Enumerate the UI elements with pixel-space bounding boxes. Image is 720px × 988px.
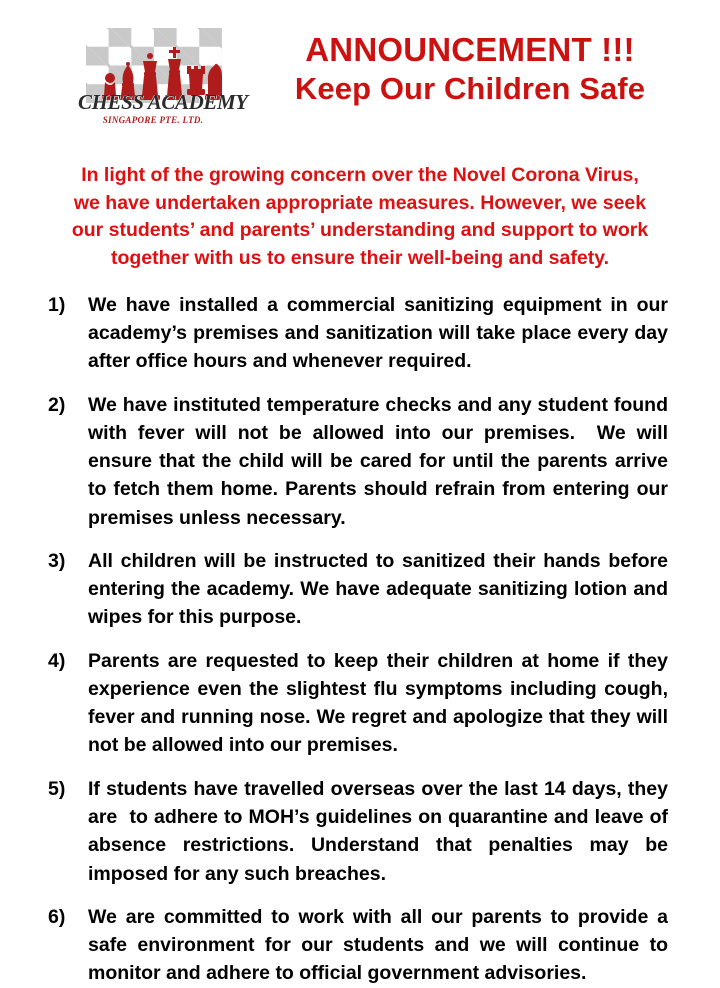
list-item-number: 1) [48, 293, 66, 316]
list-item-number: 2) [48, 393, 66, 416]
list-item-number: 4) [48, 649, 66, 672]
intro-paragraph [40, 162, 680, 273]
list-item-number: 5) [48, 777, 66, 800]
list-item-number: 3) [48, 549, 66, 572]
page-title: ANNOUNCEMENT !!! [305, 31, 635, 68]
intro-line: together with us to ensure their well-being and safety. [110, 247, 610, 270]
title-block [250, 22, 690, 107]
list-item [48, 647, 674, 760]
measures-list [0, 291, 720, 988]
list-item [48, 903, 674, 988]
intro-line: our students’ and parents’ understanding and support to work [71, 219, 649, 242]
list-item-text: All children will be instructed to sanitized their hands before entering the academy. We have adequate sanitizing lotion and wipes for this purpose. [88, 549, 674, 629]
list-item-text: Parents are requested to keep their children at home if they experience even the slightest flu symptoms including cough, fever and running nose. We regret and apologize that they will not be allowed into our premises. [88, 649, 674, 757]
list-item [48, 291, 674, 376]
chess-academy-logo [78, 22, 248, 140]
list-item [48, 547, 674, 632]
page-subtitle: Keep Our Children Safe [294, 70, 646, 106]
logo-wordmark: CHESS ACADEMY [78, 90, 248, 114]
list-item-text: We have instituted temperature checks and any student found with fever will not be allowed into our premises. We will ensure that the child will be cared for until the parents arrive to fetch them home. Parents should refrain from entering our premises unless necessary. [88, 393, 674, 529]
list-item [48, 775, 674, 888]
page-header [0, 0, 720, 140]
intro-line: In light of the growing concern over the Novel Corona Virus, [81, 164, 639, 186]
logo-subtitle: SINGAPORE PTE. LTD. [102, 115, 204, 125]
list-item-text: We have installed a commercial sanitizing equipment in our academy’s premises and sanitization will take place every day after office hours and whenever required. [88, 293, 674, 373]
list-item-text: If students have travelled overseas over the last 14 days, they are to adhere to MOH’s guidelines on quarantine and leave of absence restrictions. Understand that penalties may be imposed for any such breaches. [88, 777, 674, 885]
list-item [48, 391, 674, 532]
list-item-text: We are committed to work with all our parents to provide a safe environment for our students and we will continue to monitor and adhere to official government advisories. [88, 905, 674, 985]
intro-line: we have undertaken appropriate measures. However, we seek [73, 191, 647, 214]
list-item-number: 6) [48, 905, 66, 928]
